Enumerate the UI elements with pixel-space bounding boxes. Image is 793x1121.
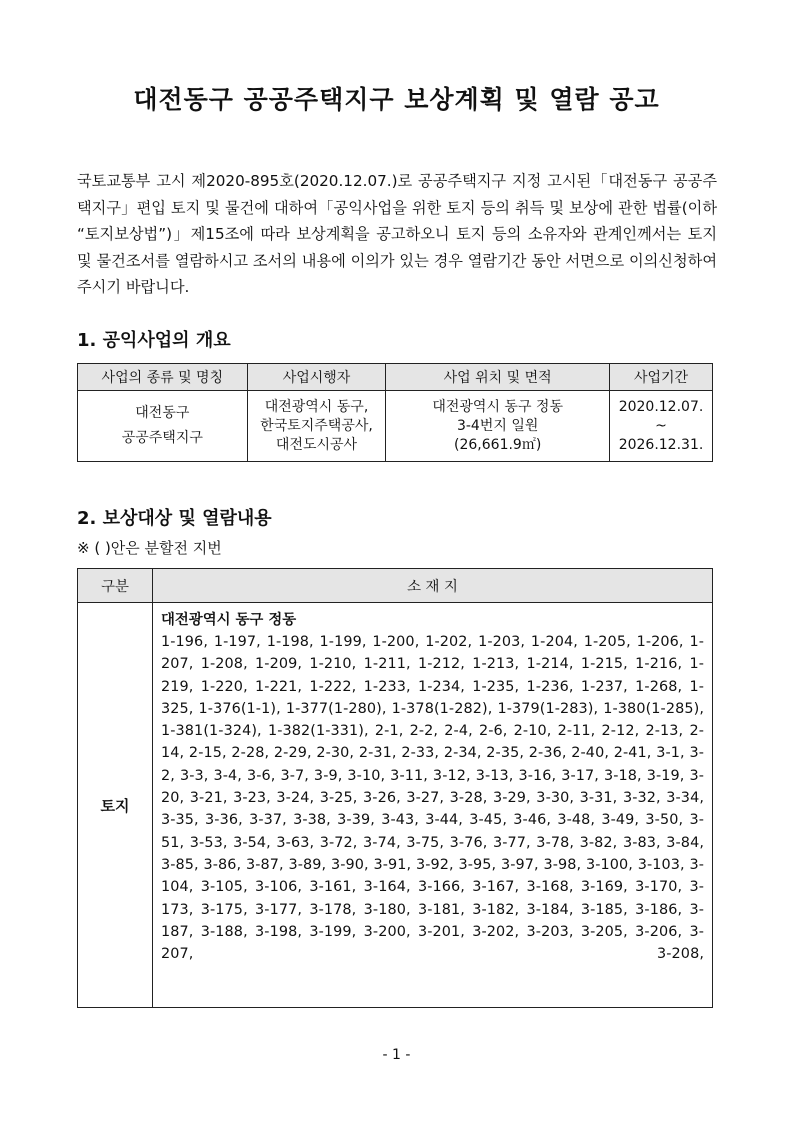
parcel-list-cell	[153, 603, 713, 1008]
intro-paragraph: 국토교통부 고시 제2020-895호(2020.12.07.)로 공공주택지구 지정 고시된「대전동구 공공주택지구」편입 토지 및 물건에 대하여「공익사업을 위한 토지 등의 취득 및 보상에 관한 법률(이하 “토지보상법”)」제15조에 따라 보상계획을 공고하오니 토지 등의 소유자와 관계인께서는 토지 및 물건조서를 열람하시고 조서의 내용에 이의가 있는 경우 열람기간 동안 서면으로 이의신청하여 주시기 바랍니다.	[77, 172, 717, 296]
page-number: - 1 -	[382, 1047, 411, 1063]
project-overview-table	[77, 363, 713, 462]
parcel-location-title: 대전광역시 동구 정동	[161, 612, 297, 628]
cell-period: 2020.12.07. ~ 2026.12.31.	[610, 391, 713, 462]
land-header-row	[78, 569, 713, 603]
section-1-heading: 1. 공익사업의 개요	[77, 330, 231, 351]
header-operator: 사업시행자	[247, 364, 386, 391]
header-project-name: 사업의 종류 및 명칭	[78, 364, 248, 391]
split-parcel-note: ※ ( )안은 분할전 지번	[77, 539, 222, 557]
parcel-numbers: 1-196, 1-197, 1-198, 1-199, 1-200, 1-202, 1-203, 1-204, 1-205, 1-206, 1-207, 1-208, 1-209, 1-210, 1-211, 1-212, 1-213, 1-214, 1-215, 1-216, 1-219, 1-220, 1-221, 1-222, 1-233, 1-234, 1-235, 1-236, 1-237, 1-268, 1-325, 1-376(1-1), 1-377(1-280), 1-378(1-282), 1-379(1-283), 1-380(1-285), 1-381(1-324), 1-382(1-331), 2-1, 2-2, 2-4, 2-6, 2-10, 2-11, 2-12, 2-13, 2-14, 2-15, 2-28, 2-29, 2-30, 2-31, 2-33, 2-34, 2-35, 2-36, 2-40, 2-41, 3-1, 3-2, 3-3, 3-4, 3-6, 3-7, 3-9, 3-10, 3-11, 3-12, 3-13, 3-16, 3-17, 3-18, 3-19, 3-20, 3-21, 3-23, 3-24, 3-25, 3-26, 3-27, 3-28, 3-29, 3-30, 3-31, 3-32, 3-34, 3-35, 3-36, 3-37, 3-38, 3-39, 3-43, 3-44, 3-45, 3-46, 3-48, 3-49, 3-50, 3-51, 3-53, 3-54, 3-63, 3-72, 3-74, 3-75, 3-76, 3-77, 3-78, 3-82, 3-83, 3-84, 3-85, 3-86, 3-87, 3-89, 3-90, 3-91, 3-92, 3-95, 3-97, 3-98, 3-100, 3-103, 3-104, 3-105, 3-106, 3-161, 3-164, 3-166, 3-167, 3-168, 3-169, 3-170, 3-173, 3-175, 3-177, 3-178, 3-180, 3-181, 3-182, 3-184, 3-185, 3-186, 3-187, 3-188, 3-198, 3-199, 3-200, 3-201, 3-202, 3-203, 3-205, 3-206, 3-207, 3-208,	[161, 634, 704, 963]
section-2-heading: 2. 보상대상 및 열람내용	[77, 508, 272, 529]
cell-operator: 대전광역시 동구, 한국토지주택공사, 대전도시공사	[247, 391, 386, 462]
land-data-row	[78, 603, 713, 1008]
header-location-area: 사업 위치 및 면적	[386, 364, 610, 391]
compensation-target-table	[77, 568, 713, 1008]
header-period: 사업기간	[610, 364, 713, 391]
category-land: 토지	[78, 603, 153, 1008]
cell-project-name: 대전동구 공공주택지구	[78, 391, 248, 462]
cell-location-area: 대전광역시 동구 정동 3-4번지 일원 (26,661.9㎡)	[386, 391, 610, 462]
header-location: 소 재 지	[153, 569, 713, 603]
overview-header-row	[78, 364, 713, 391]
overview-data-row	[78, 391, 713, 462]
page-title: 대전동구 공공주택지구 보상계획 및 열람 공고	[133, 85, 660, 114]
header-category: 구분	[78, 569, 153, 603]
